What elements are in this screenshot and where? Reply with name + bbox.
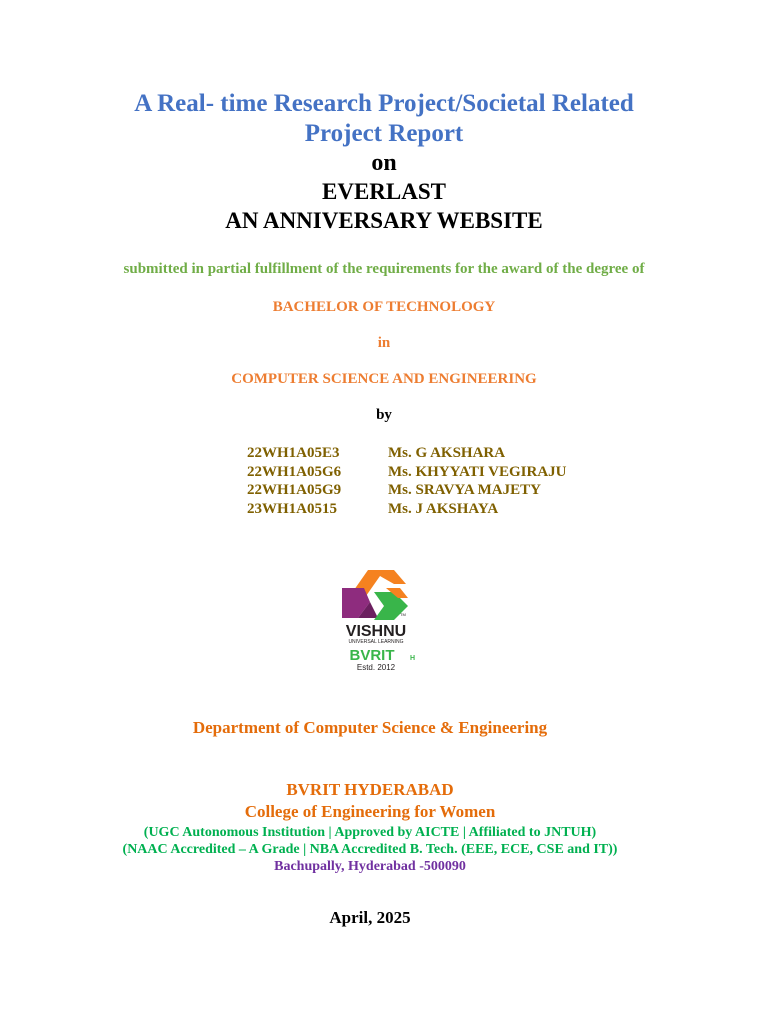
student-roll: 22WH1A05G9 — [247, 482, 342, 498]
project-name: EVERLAST — [322, 179, 446, 204]
by-text: by — [376, 407, 392, 423]
student-row — [247, 481, 567, 500]
in-text: in — [377, 335, 391, 351]
student-row — [247, 463, 567, 482]
on-text: on — [371, 150, 397, 176]
logo-estd: Estd. 2012 — [356, 663, 396, 672]
institution-status: (UGC Autonomous Institution | Approved by AICTE | Affiliated to JNTUH) — [143, 825, 597, 840]
logo-brand: VISHNU — [345, 623, 407, 640]
institution-type: College of Engineering for Women — [244, 802, 496, 821]
institution-address: Bachupally, Hyderabad -500090 — [274, 859, 466, 874]
student-name: Ms. G AKSHARA — [388, 445, 506, 461]
student-roll: 23WH1A0515 — [247, 500, 337, 517]
svg-text:TM: TM — [400, 612, 406, 617]
logo-tagline: UNIVERSAL LEARNING — [348, 639, 404, 645]
institution-name: BVRIT HYDERABAD — [286, 780, 454, 799]
branch: COMPUTER SCIENCE AND ENGINEERING — [231, 371, 537, 387]
student-roll: 22WH1A05G6 — [247, 463, 342, 480]
student-name: Ms. SRAVYA MAJETY — [388, 482, 541, 498]
svg-text:H: H — [410, 655, 416, 662]
report-date: April, 2025 — [329, 908, 411, 927]
logo-college-mark: BVRIT — [349, 647, 395, 664]
institution-accreditation: (NAAC Accredited – A Grade | NBA Accredited B. Tech. (EEE, ECE, CSE and IT)) — [122, 842, 618, 857]
student-row — [247, 444, 567, 463]
student-name: Ms. KHYYATI VEGIRAJU — [388, 463, 567, 480]
student-roll: 22WH1A05E3 — [247, 445, 340, 461]
department: Department of Computer Science & Engineering — [192, 718, 548, 737]
student-list — [247, 444, 567, 518]
student-name: Ms. J AKSHAYA — [388, 500, 499, 517]
submission-text: submitted in partial fulfillment of the requirements for the award of the degree of — [123, 261, 645, 277]
college-logo — [328, 566, 424, 678]
student-row — [247, 500, 567, 519]
vishnu-logo-icon — [328, 566, 424, 678]
degree: BACHELOR OF TECHNOLOGY — [272, 299, 496, 315]
project-subtitle: AN ANNIVERSARY WEBSITE — [225, 208, 543, 233]
report-title-line1: A Real- time Research Project/Societal Related — [134, 90, 634, 117]
report-title-line2: Project Report — [304, 120, 464, 147]
